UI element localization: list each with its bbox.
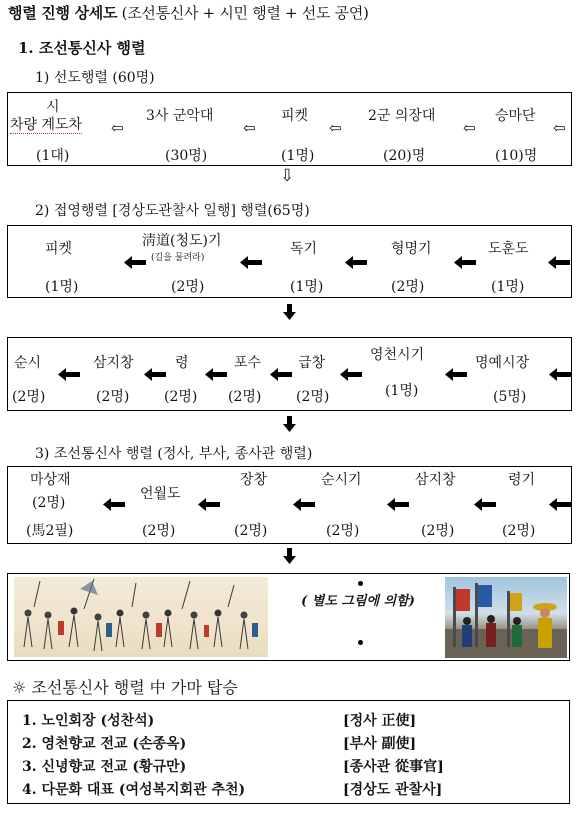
part2-heading: 2) 접영행렬 [경상도관찰사 일행] 행렬(65명) [35,203,310,219]
flow-item-count: (30명) [165,148,208,164]
flow-item-count: (2명) [326,523,360,539]
procession-painting-image [14,577,268,657]
flow-item-label: 령기 [508,472,536,488]
black-left-arrow-icon [548,256,570,269]
flow-item-label: 령 [175,355,189,371]
black-left-arrow-icon [387,498,409,511]
flow-item-label: 피켓 [45,241,73,257]
flow-item-label: 순시기 [321,472,362,488]
flow-item-label: 도훈도 [488,241,529,257]
flow-item-count: (2명) [502,523,536,539]
black-left-arrow-icon [454,256,476,269]
black-left-arrow-icon [58,368,80,381]
black-left-arrow-icon [549,368,571,381]
envoy-procession-box [7,466,572,544]
flow-item-count: (1명) [290,279,324,295]
black-left-arrow-icon [340,368,362,381]
flow-item-count: (2명) [164,389,198,405]
title-main: 행렬 진행 상세도 [8,4,118,22]
black-left-arrow-icon [198,498,220,511]
title-sub: (조선통신사 + 시민 행렬 + 선도 공연) [121,4,369,22]
flow-item-count: (2명) [391,279,425,295]
flow-item-extra: (馬2필) [26,523,74,539]
black-left-arrow-icon [144,368,166,381]
flow-item-count: (2명) [421,523,455,539]
black-left-arrow-icon [549,498,571,511]
black-left-arrow-icon [474,498,496,511]
flow-item-label: 장창 [240,472,268,488]
palanquin-row-role: [정사 正使] [343,713,417,729]
palanquin-row-name: 2. 영천향교 전교 (손종옥) [22,736,187,752]
flow-item-count: (2명) [171,279,205,295]
flow-item-label: 영천시기 [370,347,425,363]
black-down-arrow-icon [283,304,296,320]
flow-item-count: (1명) [45,279,79,295]
black-left-arrow-icon [240,256,262,269]
flow-item-count: (1대) [36,148,70,164]
palanquin-row-role: [부사 副使] [343,736,417,752]
flow-item-count: (2명) [228,389,262,405]
flow-item-label: 언월도 [140,486,181,502]
flow-item-label: 마상재 [30,472,71,488]
flow-item-count: (2명) [142,523,176,539]
flow-item-label: 순시 [14,355,42,371]
flow-item-label: 3사 군악대 [146,108,214,124]
flow-item-label: 삼지창 [93,355,134,371]
bullet-dot [358,581,363,586]
bullet-dot [358,640,363,645]
flow-item-count: (2명) [234,523,268,539]
part3-heading: 3) 조선통신사 행렬 (정사, 부사, 종사관 행렬) [35,446,313,462]
reception-procession-box-1 [7,225,572,298]
flow-item-label: 淸道(청도)기 [142,233,222,249]
flow-item-count: (10)명 [495,148,538,164]
palanquin-row-role: [종사관 從事官] [343,759,444,775]
flow-item-count: (5명) [493,389,527,405]
black-left-arrow-icon [270,368,292,381]
flow-item-label: 차량 계도차 [10,117,83,133]
flow-item-label: 명예시장 [475,355,530,371]
lead-procession-box [7,92,572,166]
flow-item-sublabel: (길을 물려라) [151,253,205,263]
flow-item-label: 2군 의장대 [368,108,436,124]
flow-item-count: (1명) [281,148,315,164]
flow-item-label: 형명기 [391,241,432,257]
flow-item-count: (20)명 [383,148,426,164]
black-left-arrow-icon [124,256,146,269]
page-title [8,2,369,23]
flow-item-label: 독기 [290,241,318,257]
hollow-down-arrow-icon: ⇩ [280,166,295,186]
flow-item-count: (1명) [385,383,419,399]
hollow-left-arrow-icon: ⇦ [243,119,256,137]
flow-item-label: 시 [46,99,60,115]
procession-image-panel [7,573,570,661]
flow-item-count: (2명) [96,389,130,405]
hollow-left-arrow-icon: ⇦ [463,119,476,137]
palanquin-table [7,700,570,804]
flow-item-count: (2명) [12,389,46,405]
flow-item-label: 포수 [234,355,262,371]
reception-procession-box-2 [7,337,572,411]
hollow-left-arrow-icon: ⇦ [329,119,342,137]
palanquin-heading: ☼ 조선통신사 행렬 中 가마 탑승 [12,678,238,697]
flow-item-count: (2명) [32,495,66,511]
black-left-arrow-icon [445,368,467,381]
image-note: ( 별도 그림에 의함) [301,594,415,609]
palanquin-row-name: 4. 다문화 대표 (여성복지회관 추천) [22,782,246,798]
part1-heading: 1) 선도행렬 (60명) [35,70,155,86]
hollow-left-arrow-icon: ⇦ [553,119,566,137]
palanquin-row-name: 1. 노인회장 (성찬석) [22,713,155,729]
flow-item-label: 삼지창 [415,472,456,488]
palanquin-row-role: [경상도 관찰사] [343,782,443,798]
section-heading-1: 1. 조선통신사 행렬 [18,39,146,57]
flow-item-label: 급창 [298,355,326,371]
flow-item-count: (1명) [491,279,525,295]
black-down-arrow-icon [283,416,296,432]
black-left-arrow-icon [103,498,125,511]
procession-photo-image [445,577,567,658]
flow-item-label: 피켓 [281,108,309,124]
hollow-left-arrow-icon: ⇦ [111,119,124,137]
black-left-arrow-icon [345,256,367,269]
black-left-arrow-icon [205,368,227,381]
black-down-arrow-icon [283,548,296,564]
palanquin-row-name: 3. 신녕향교 전교 (황규만) [22,759,187,775]
flow-item-label: 승마단 [495,108,536,124]
black-left-arrow-icon [293,498,315,511]
flow-item-count: (2명) [296,389,330,405]
